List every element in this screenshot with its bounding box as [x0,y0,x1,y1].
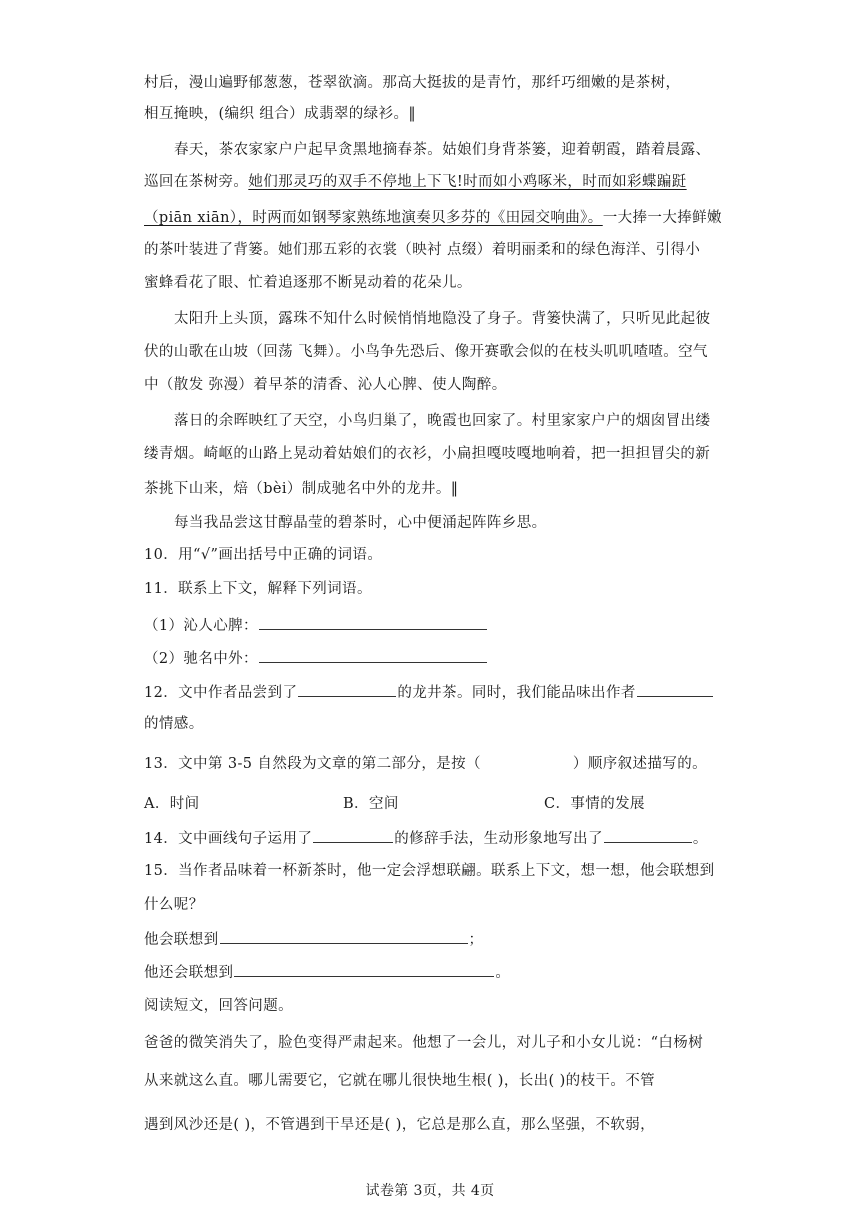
question-15-line2: 什么呢？ [144,897,204,913]
question-15-prompt-b-end: 。 [495,965,511,981]
answer-blank-14-1[interactable] [313,828,393,843]
passage2-line2: 从来就这么直。哪儿需要它，它就在哪儿很快地生根( )，长出( )的枝干。不管 [144,1073,656,1089]
answer-blank-14-2[interactable] [604,828,692,843]
passage2-line3: 遇到风沙还是( )，不管遇到干旱还是( )，它总是那么直，那么坚强，不软弱， [144,1117,656,1133]
question-12-text-b: 的龙井茶。同时，我们能品味出作者 [397,685,636,701]
answer-blank-15-2[interactable] [234,962,494,977]
underlined-sentence-part1: 她们那灵巧的双手不停地上下飞!时而如小鸡啄米，时而如彩蝶蹁跹 [248,174,687,190]
passage2-line1: 爸爸的微笑消失了，脸色变得严肃起来。他想了一会儿，对儿子和小女儿说：“白杨树 [144,1035,704,1051]
answer-blank-11-2[interactable] [259,648,487,663]
question-10: 10．用“√”画出括号中正确的词语。 [144,547,383,563]
passage1-p3-line2: 伏的山歌在山坡（回荡 飞舞）。小鸟争先恐后、像开赛歌会似的在枝头叽叽喳喳。空气 [144,344,708,360]
question-14 [144,828,708,849]
passage1-p1-line1: 村后，漫山遍野郁葱葱，苍翠欲滴。那高大挺拔的是青竹，那纤巧细嫩的是茶树， [144,75,681,91]
passage1-p2-line2 [144,172,687,192]
underlined-sentence-part2: （piān xiān），时两而如钢琴家熟练地演奏贝多芬的《田园交响曲》。 [144,210,603,226]
question-15-prompt-a-end: ； [468,932,484,948]
question-15-answer-b [144,962,510,983]
option-c[interactable]: C．事情的发展 [544,796,645,812]
passage1-p3-line3: 中（散发 弥漫）着早茶的清香、沁人心脾、使人陶醉。 [144,377,507,393]
option-b[interactable]: B．空间 [343,796,399,812]
question-12-text-a: 12．文中作者品尝到了 [144,685,298,701]
question-11-2 [144,648,488,669]
question-12-line1 [144,682,714,703]
question-11-1-label: （1）沁人心脾： [144,618,258,634]
question-13-options [144,794,704,814]
passage1-p3-line1: 太阳升上头顶，露珠不知什么时候悄悄地隐没了身子。背篓快满了，只听见此起彼 [174,311,711,327]
passage1-p4-line1: 落日的余晖映红了天空，小鸟归巢了，晚霞也回家了。村里家家户户的烟囱冒出缕 [174,413,711,429]
question-11: 11．联系上下文，解释下列词语。 [144,581,372,597]
passage1-p2-line4: 的茶叶装进了背篓。她们那五彩的衣裳（映衬 点缀）着明丽柔和的绿色海洋、引得小 [144,242,701,258]
answer-blank-15-1[interactable] [220,929,468,944]
question-15-answer-a [144,929,483,950]
question-13-text-a: 13．文中第 3-5 自然段为文章的第二部分，是按（ [144,756,481,772]
question-14-text-c: 。 [692,831,708,847]
reading-intro: 阅读短文，回答问题。 [144,998,293,1014]
question-15-prompt-b: 他还会联想到 [144,965,234,981]
passage1-p2-line3-rest: 一大捧一大捧鲜嫩 [602,210,722,226]
answer-blank-11-1[interactable] [259,615,487,630]
question-15-line1: 15．当作者品味着一杯新茶时，他一定会浮想联翩。联系上下文，想一想，他会联想到 [144,863,715,879]
answer-blank-12-1[interactable] [298,682,396,697]
question-13 [144,754,707,774]
question-11-2-label: （2）驰名中外： [144,651,258,667]
page-footer: 试卷第 3页，共 4页 [365,1183,495,1199]
passage1-p1-line2: 相互掩映，(编织 组合）成翡翠的绿衫。‖ [144,106,417,122]
question-14-text-b: 的修辞手法，生动形象地写出了 [394,831,603,847]
question-12-line2: 的情感。 [144,716,204,732]
question-13-text-b: ）顺序叙述描写的。 [572,756,708,772]
passage1-p2-line3 [144,208,722,228]
passage1-p5-line1: 每当我品尝这甘醇晶莹的碧茶时，心中便涌起阵阵乡思。 [174,515,547,531]
option-a[interactable]: A．时间 [144,796,200,812]
passage1-p2-line2-text: 巡回在茶树旁。 [144,174,249,190]
question-11-1 [144,615,488,636]
answer-blank-12-2[interactable] [637,682,713,697]
passage1-p4-line3: 茶挑下山来，焙（bèi）制成驰名中外的龙井。‖ [144,481,459,497]
passage1-p2-line5: 蜜蜂看花了眼、忙着追逐那不断晃动着的花朵儿。 [144,275,472,291]
passage1-p4-line2: 缕青烟。崎岖的山路上晃动着姑娘们的衣衫，小扁担嘎吱嘎地响着，把一担担冒尖的新 [144,446,711,462]
question-15-prompt-a: 他会联想到 [144,932,219,948]
passage1-p2-line1: 春天，茶农家家户户起早贪黑地摘春茶。姑娘们身背茶篓，迎着朝霞，踏着晨露、 [174,142,711,158]
question-14-text-a: 14．文中画线句子运用了 [144,831,313,847]
